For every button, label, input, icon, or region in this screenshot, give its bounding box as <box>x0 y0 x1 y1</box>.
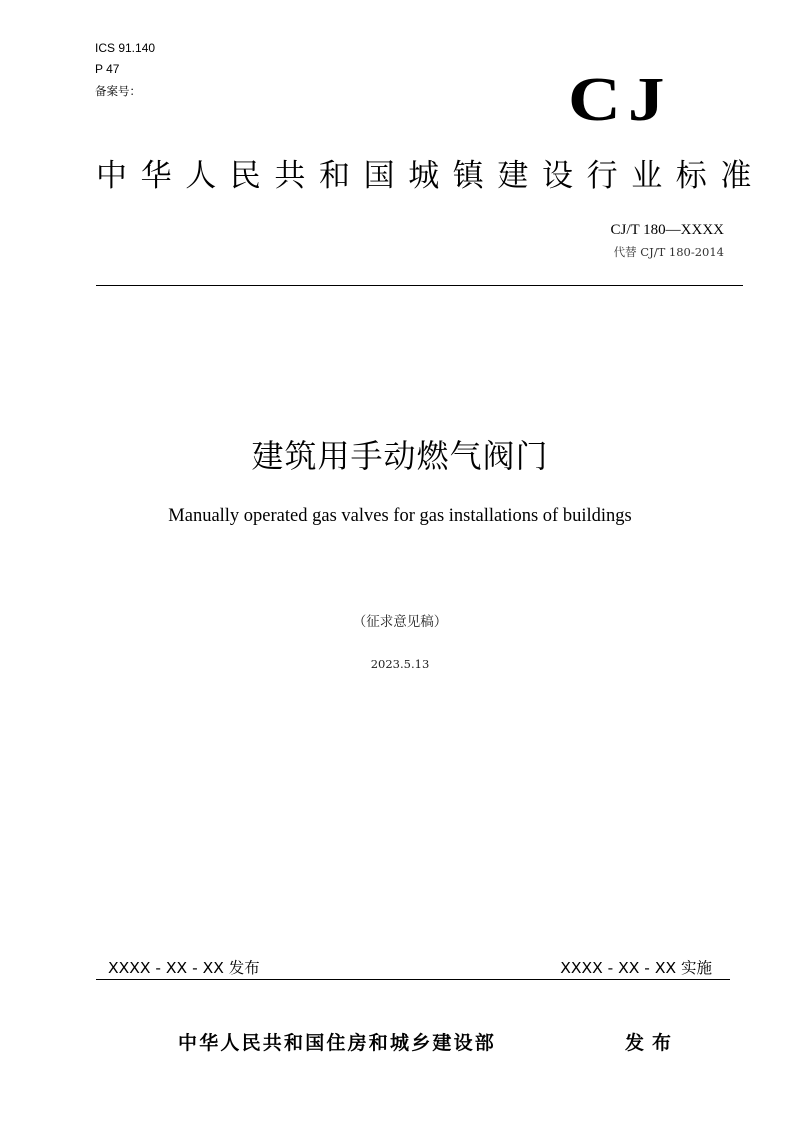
document-title-chinese: 建筑用手动燃气阀门 <box>251 437 549 475</box>
header-divider <box>96 285 743 286</box>
issue-date: XXXX - XX - XX 发布 <box>108 959 260 977</box>
classification-code: P 47 <box>95 62 120 76</box>
replaces-standard: 代替 CJ/T 180-2014 <box>613 245 724 259</box>
standard-category-title: 中华人民共和国城镇建设行业标准 <box>96 158 765 194</box>
standard-number: CJ/T 180—XXXX <box>610 222 724 238</box>
implementation-date: XXXX - XX - XX 实施 <box>560 959 712 977</box>
document-title-english: Manually operated gas valves for gas installations of buildings <box>168 506 632 526</box>
publisher-name: 中华人民共和国住房和城乡建设部 <box>178 1032 497 1054</box>
record-number-label: 备案号： <box>95 84 141 98</box>
footer-divider <box>96 979 730 980</box>
publisher-action: 发布 <box>625 1032 680 1054</box>
cj-logo: CJ <box>568 66 672 134</box>
draft-date: 2023.5.13 <box>370 657 430 671</box>
draft-status-label: （征求意见稿） <box>352 614 448 630</box>
ics-code: ICS 91.140 <box>95 41 156 55</box>
